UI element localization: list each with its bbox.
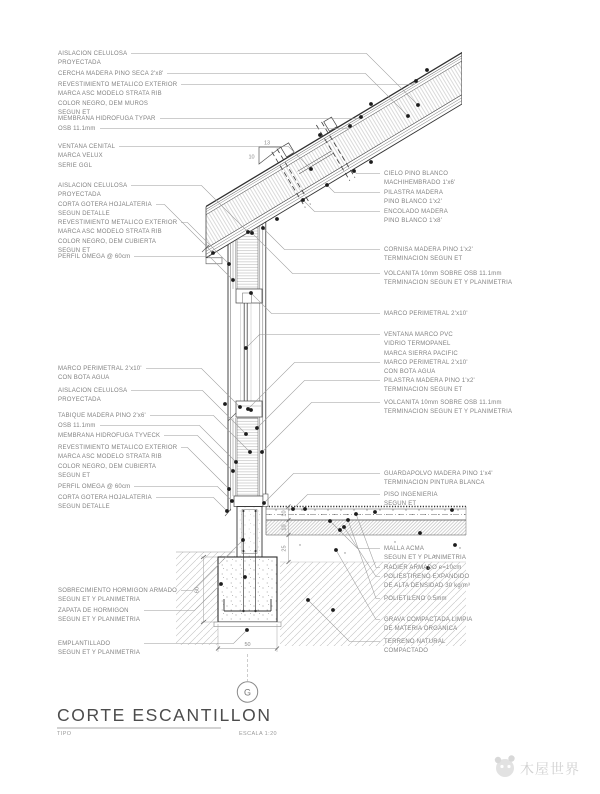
callout-line: TERRENO NATURAL — [384, 639, 446, 645]
callout-line: CON BOTA AGUA — [58, 375, 110, 382]
callout-line: TERMINACION SEGUN ET Y PLANIMETRIA — [384, 409, 513, 416]
slab-dim-2: 10 — [281, 524, 288, 531]
callout-line: SEGUN DETALLE — [58, 504, 110, 511]
callout-line: MARCA ASC MODELO STRATA RIB — [58, 454, 162, 461]
callout-line: SEGUN ET Y PLANIMETRIA — [58, 617, 141, 624]
callout-line: CON BOTA AGUA — [384, 369, 436, 376]
callout-label — [58, 81, 177, 118]
callout-label — [58, 422, 96, 431]
callout-line: MACHIHEMBRADO 1'x6' — [384, 180, 456, 187]
callout-label — [58, 50, 127, 69]
callout-line: COLOR NEGRO, DEM CUBIERTA — [58, 238, 157, 245]
callout-line: SEGUN ET — [384, 501, 417, 508]
callout-line: RADIER ARMADO e=10cm — [384, 565, 462, 571]
callout-label — [384, 331, 458, 359]
callout-label — [58, 432, 160, 441]
callout-line: PINO BLANCO 1'x8' — [384, 218, 443, 225]
callout-line: COLOR NEGRO, DEM CUBIERTA — [58, 463, 157, 470]
callout-line: SERIE GGL — [58, 162, 93, 169]
grid-marker-label: G — [243, 687, 252, 698]
callout-line: CORTA GOTERA HOJALATERIA — [58, 495, 152, 501]
callout-line: MALLA ACMA — [384, 546, 425, 552]
callout-line: AISLACION CELULOSA — [58, 183, 128, 189]
callout-line: GRAVA COMPACTADA LIMPIA — [384, 617, 473, 623]
callout-line: PROYECTADA — [58, 397, 101, 404]
callout-label — [384, 270, 512, 289]
callout-line: GUARDAPOLVO MADERA PINO 1'x4' — [384, 471, 493, 477]
callout-label — [58, 201, 152, 220]
callout-line: CIELO PINO BLANCO — [384, 171, 449, 177]
callout-label — [384, 595, 447, 604]
callout-label — [58, 182, 127, 201]
callout-line: MARCA VELUX — [58, 153, 103, 160]
callout-line: EMPLANTILLADO — [58, 641, 111, 647]
callout-label — [384, 399, 512, 418]
callout-label — [58, 640, 140, 659]
callout-label — [58, 607, 140, 626]
callout-line: PILASTRA MADERA — [384, 190, 444, 196]
callout-label — [58, 587, 177, 606]
slab-dim-3: 25 — [281, 545, 288, 552]
drawing-type-label: TIPO — [57, 731, 72, 737]
callout-line: SOBRECIMIENTO HORMIGON ARMADO — [58, 588, 178, 594]
callout-line: COLOR NEGRO, DEM MUROS — [58, 100, 149, 107]
callout-line: SEGUN ET — [58, 247, 91, 254]
callout-line: PILASTRA MADERA PINO 1'x2' — [384, 378, 475, 384]
callout-line: VENTANA MARCO PVC — [384, 332, 453, 338]
callout-line: CERCHA MADERA PINO SECA 2'x8' — [58, 71, 164, 77]
callout-line: MEMBRANA HIDROFUGA TYPAR — [58, 116, 156, 122]
callout-line: DE MATERIA ORGANICA — [384, 626, 458, 633]
callout-line: VOLCANITA 10mm SOBRE OSB 11.1mm — [384, 400, 502, 406]
callout-line: SEGUN DETALLE — [58, 211, 110, 218]
slope-run-value: 13 — [263, 140, 271, 147]
callout-line: TERMINACION PINTURA BLANCA — [384, 480, 485, 487]
callout-label — [58, 125, 96, 134]
callout-line: TERMINACION SEGUN ET — [384, 387, 463, 394]
callout-label — [58, 219, 177, 256]
callout-line: SEGUN ET — [58, 472, 91, 479]
callout-label — [58, 143, 115, 171]
callout-label — [58, 483, 130, 492]
callout-line: REVESTIMIENTO METALICO EXTERIOR — [58, 220, 178, 226]
callout-line: MEMBRANA HIDROFUGA TYVECK — [58, 433, 161, 439]
callout-line: PERFIL OMEGA @ 60cm — [58, 484, 131, 490]
callout-label — [58, 412, 146, 421]
callout-label — [384, 564, 462, 573]
callout-line: ENCOLADO MADERA — [384, 209, 449, 215]
callout-line: VOLCANITA 10mm SOBRE OSB 11.1mm — [384, 271, 502, 277]
callout-line: PERFIL OMEGA @ 60cm — [58, 254, 131, 260]
slab-dim-1: 10 — [281, 510, 288, 517]
callout-line: REVESTIMIENTO METALICO EXTERIOR — [58, 445, 178, 451]
callout-label — [384, 470, 493, 489]
callout-line: VIDRIO TERMOPANEL — [384, 341, 451, 348]
callout-label — [384, 189, 443, 208]
callout-label — [384, 616, 473, 635]
callout-label — [384, 359, 468, 378]
callout-line: VENTANA CENITAL — [58, 144, 116, 150]
callout-label — [58, 365, 142, 384]
callout-label — [384, 573, 470, 592]
callout-line: REVESTIMIENTO METALICO EXTERIOR — [58, 82, 178, 88]
callout-line: AISLACION CELULOSA — [58, 388, 128, 394]
callout-line: OSB 11.1mm — [58, 423, 96, 429]
callout-line: POLIETILENO 0.5mm — [384, 596, 447, 602]
callout-line: ZAPATA DE HORMIGON — [58, 608, 129, 614]
watermark-text: 木屋世界 — [520, 761, 580, 777]
callout-line: POLIESTIRENO EXPANDIDO — [384, 574, 470, 580]
callout-label — [384, 545, 466, 564]
callout-line: MARCO PERIMETRAL 2'x10' — [384, 311, 468, 317]
callout-line: SEGUN ET — [58, 109, 91, 116]
callout-line: MARCA ASC MODELO STRATA RIB — [58, 91, 162, 98]
callout-line: SEGUN ET Y PLANIMETRIA — [58, 650, 141, 657]
callout-label — [58, 253, 130, 262]
callout-line: TERMINACION SEGUN ET — [384, 256, 463, 263]
callout-line: TERMINACION SEGUN ET Y PLANIMETRIA — [384, 280, 513, 287]
callout-line: OSB 11.1mm — [58, 126, 96, 132]
callout-label — [384, 208, 448, 227]
callout-label — [58, 444, 177, 481]
callout-label — [384, 170, 455, 189]
callout-line: SEGUN ET Y PLANIMETRIA — [58, 597, 141, 604]
callout-line: TABIQUE MADERA PINO 2'x6' — [58, 413, 146, 419]
drawing-scale-label: ESCALA 1:20 — [238, 731, 277, 737]
callout-line: PINO BLANCO 1'x2' — [384, 199, 443, 206]
callout-label — [384, 246, 473, 265]
callout-line: PROYECTADA — [58, 60, 101, 67]
callout-line: MARCO PERIMETRAL 2'x10' — [58, 366, 142, 372]
footing-width-value: 50 — [244, 642, 251, 648]
callout-line: CORNISA MADERA PINO 1'x2' — [384, 247, 473, 253]
callout-label — [384, 491, 438, 510]
callout-line: DE ALTA DENSIDAD 30 kg/m³ — [384, 583, 471, 590]
callout-line: AISLACION CELULOSA — [58, 51, 128, 57]
callout-label — [58, 387, 127, 406]
callout-label — [384, 638, 446, 657]
callout-line: COMPACTADO — [384, 648, 429, 655]
callout-label — [384, 310, 468, 319]
page-title: CORTE ESCANTILLON — [57, 705, 272, 725]
callout-line: MARCO PERIMETRAL 2'x10' — [384, 360, 468, 366]
callout-label — [58, 115, 156, 124]
footing-height-value: 60 — [194, 586, 201, 594]
callout-label — [58, 70, 163, 79]
callout-line: MARCA SIERRA PACIFIC — [384, 350, 458, 357]
callout-label — [384, 377, 475, 396]
callout-line: MARCA ASC MODELO STRATA RIB — [58, 229, 162, 236]
callout-line: CORTA GOTERA HOJALATERIA — [58, 202, 152, 208]
callout-line: PROYECTADA — [58, 192, 101, 199]
callout-line: SEGUN ET Y PLANIMETRIA — [384, 555, 467, 562]
callout-label — [58, 494, 152, 513]
slope-rise-value: 10 — [248, 154, 255, 161]
callout-line: PISO INGENIERIA — [384, 492, 438, 498]
